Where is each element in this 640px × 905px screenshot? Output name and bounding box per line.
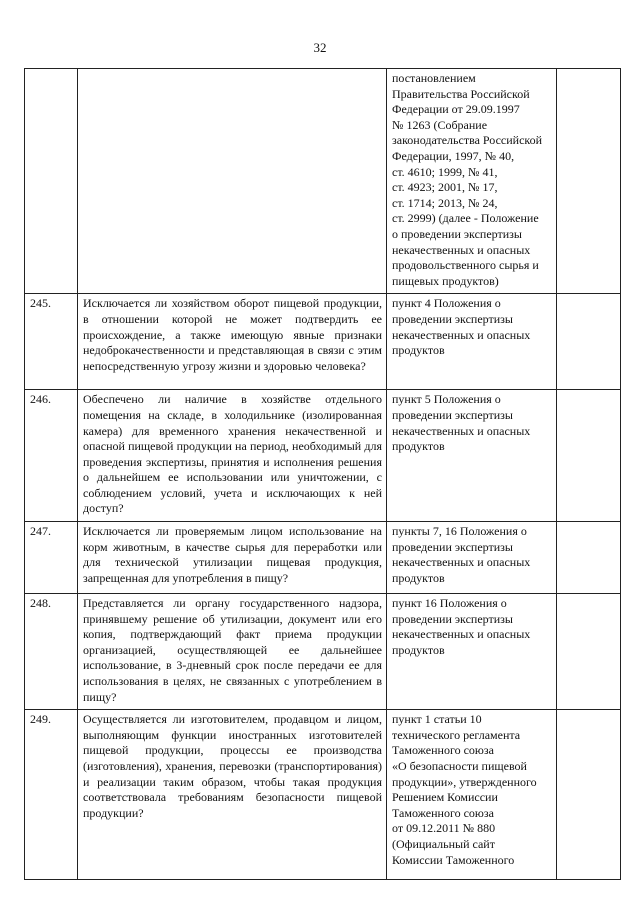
checklist-table	[24, 68, 621, 880]
empty-cell	[557, 390, 621, 522]
requirement-question: Представляется ли органу государственного надзора, принявшему решение об утилизации, документ или его копия, подтверждающий факт приема продукции организацией, осуществляющей ее дальнейшее использование, в 3-дневный срок после передачи ее для использования в целях, не связанных с употреблением в пищу?	[78, 594, 387, 710]
table-row	[25, 69, 621, 294]
row-number	[25, 69, 78, 294]
legal-reference: пункт 5 Положения о проведении экспертизы некачественных и опасных продуктов	[387, 390, 557, 522]
empty-cell	[557, 594, 621, 710]
table-row	[25, 594, 621, 710]
row-number: 249.	[25, 710, 78, 880]
table-row	[25, 522, 621, 594]
empty-cell	[557, 522, 621, 594]
empty-cell	[557, 69, 621, 294]
requirement-question: Исключается ли проверяемым лицом использование на корм животным, в качестве сырья для переработки или для технической утилизации пищевая продукция, запрещенная для употребления в пищу?	[78, 522, 387, 594]
row-number: 247.	[25, 522, 78, 594]
requirement-question	[78, 69, 387, 294]
table-row	[25, 294, 621, 390]
row-number: 245.	[25, 294, 78, 390]
page-number: 32	[313, 40, 327, 55]
empty-cell	[557, 294, 621, 390]
requirement-question: Исключается ли хозяйством оборот пищевой продукции, в отношении которой не может подтвердить ее происхождение, а также имеющую явные признаки недоброкачественности и представляющая в связи с этим непосредственную угрозу жизни и здоровью человека?	[78, 294, 387, 390]
legal-reference: постановлением Правительства Российской Федерации от 29.09.1997 № 1263 (Собрание законодательства Российской Федерации, 1997, № 40, ст. 4610; 1999, № 41, ст. 4923; 2001, № 17, ст. 1714; 2013, № 24, ст. 2999) (далее - Положение о проведении экспертизы некачественных и опасных продовольственного сырья и пищевых продуктов)	[387, 69, 557, 294]
requirement-question: Обеспечено ли наличие в хозяйстве отдельного помещения на складе, в холодильнике (изолированная камера) для временного хранения некачественной и опасной пищевой продукции на период, необходимый для проведения экспертизы, принятия и исполнения решения о дальнейшем ее использовании или уничтожении, с соблюдением условий, учета и исключающих к ней доступ?	[78, 390, 387, 522]
requirement-question: Осуществляется ли изготовителем, продавцом и лицом, выполняющим функции иностранных изготовителей пищевой продукции, процессы ее производства (изготовления), хранения, перевозки (транспортирования) и реализации таким образом, чтобы такая продукция соответствовала требованиям безопасности пищевой продукции?	[78, 710, 387, 880]
table-row	[25, 390, 621, 522]
legal-reference: пункт 16 Положения о проведении экспертизы некачественных и опасных продуктов	[387, 594, 557, 710]
row-number: 246.	[25, 390, 78, 522]
empty-cell	[557, 710, 621, 880]
legal-reference: пункт 1 статьи 10 технического регламента Таможенного союза «О безопасности пищевой продукции», утвержденного Решением Комиссии Таможенного союза от 09.12.2011 № 880 (Официальный сайт Комиссии Таможенного	[387, 710, 557, 880]
legal-reference: пункт 4 Положения о проведении экспертизы некачественных и опасных продуктов	[387, 294, 557, 390]
legal-reference: пункты 7, 16 Положения о проведении экспертизы некачественных и опасных продуктов	[387, 522, 557, 594]
table-row	[25, 710, 621, 880]
row-number: 248.	[25, 594, 78, 710]
